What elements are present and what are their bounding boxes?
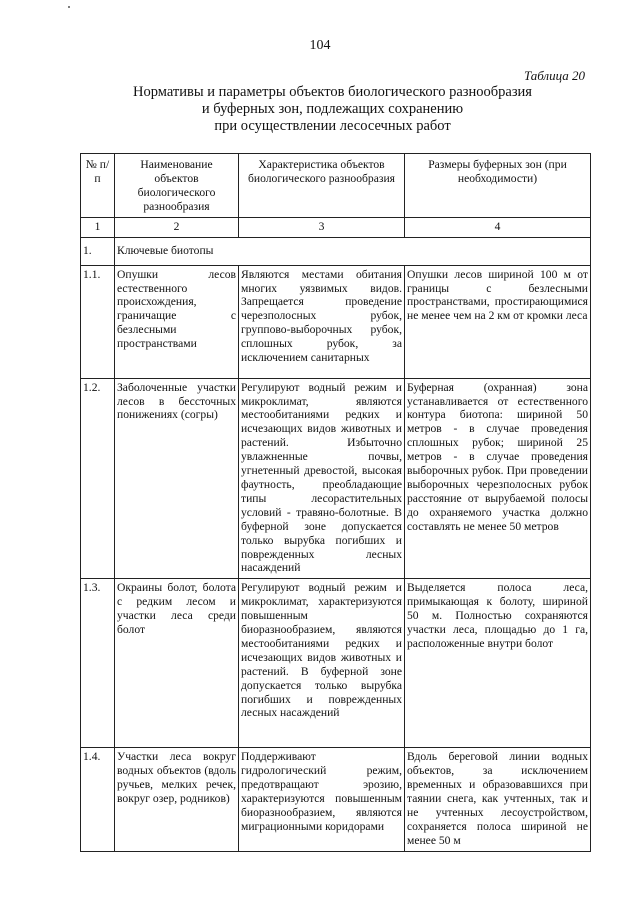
header-number: № п/п: [81, 154, 115, 218]
object-name: Окраины болот, болота с редким лесом и участки леса среди болот: [115, 579, 239, 748]
document-title: [80, 84, 585, 135]
table-row: [81, 579, 591, 748]
scan-speck: [68, 6, 70, 8]
title-line: при осуществлении лесосечных работ: [214, 118, 451, 134]
norms-table: [80, 153, 591, 852]
object-name: Опушки лесов естественного происхождения, граничащие с безлесными пространствами: [115, 265, 239, 378]
section-label: Ключевые биотопы: [115, 237, 591, 265]
row-number: 1.4.: [81, 748, 115, 851]
object-characteristic: Регулируют водный режим и микроклимат, являются местообитаниями редких и исчезающих видов животных и растений. Избыточно увлажненные почвы, угнетенный древостой, высокая фаутность, преобладающие типы лесорастительных условий - травяно-болотные. В буферной зоне допускается только вырубка погибших и поврежденных лесных насаждений: [239, 378, 405, 579]
title-line: и буферных зон, подлежащих сохранению: [201, 101, 464, 117]
object-characteristic: Регулируют водный режим и микроклимат, характеризуются повышенным биоразнообразием, являются местообитаниями редких и исчезающих видов животных и растений. В буферной зоне допускается только вырубка погибших и поврежденных лесных насаждений: [239, 579, 405, 748]
table-caption: Таблица 20: [523, 68, 585, 83]
buffer-zone: Вдоль береговой линии водных объектов, за исключением временных и образовавшихся при таянии снега, как учтенных, так и не учтенных лесоустройством, сохраняется полоса шириной не менее 50 м: [405, 748, 591, 851]
column-number: 3: [239, 217, 405, 237]
buffer-zone: Буферная (охранная) зона устанавливается от естественного контура биотопа: шириной 50 метров - в случае проведения сплошных рубок; шириной 25 метров - в случае проведения выборочных рубок. При проведении выборочных черезполосных рубок расстояние от вырубаемой полосы до охраняемого участка должно составлять не менее 50 метров: [405, 378, 591, 579]
object-name: Участки леса вокруг водных объектов (вдоль ручьев, мелких речек, вокруг озер, родников): [115, 748, 239, 851]
table-row: [81, 748, 591, 851]
table-row: [81, 378, 591, 579]
row-number: 1.1.: [81, 265, 115, 378]
buffer-zone: Выделяется полоса леса, примыкающая к болоту, шириной 50 м. Полностью сохраняются участки леса, площадью до 1 га, расположенные внутри болот: [405, 579, 591, 748]
column-number: 4: [405, 217, 591, 237]
section-row: [81, 237, 591, 265]
row-number: 1.2.: [81, 378, 115, 579]
table-row: [81, 265, 591, 378]
page-number: 104: [309, 38, 331, 53]
header-buffer: Размеры буферных зон (при необходимости): [405, 154, 591, 218]
buffer-zone: Опушки лесов шириной 100 м от границы с безлесными пространствами, простирающимися не менее чем на 2 км от кромки леса: [405, 265, 591, 378]
header-name: Наименование объектов биологического разнообразия: [115, 154, 239, 218]
column-numbers-row: [81, 217, 591, 237]
section-number: 1.: [81, 237, 115, 265]
column-number: 1: [81, 217, 115, 237]
column-number: 2: [115, 217, 239, 237]
object-name: Заболоченные участки лесов в бессточных понижениях (согры): [115, 378, 239, 579]
object-characteristic: Являются местами обитания многих уязвимых видов. Запрещается проведение черезполосных рубок, группово-выборочных рубок, сплошных рубок, за исключением санитарных: [239, 265, 405, 378]
table-header-row: [81, 154, 591, 218]
header-characteristic: Характеристика объектов биологического разнообразия: [239, 154, 405, 218]
object-characteristic: Поддерживают гидрологический режим, предотвращают эрозию, характеризуются повышенным биоразнообразием, являются миграционными коридорами: [239, 748, 405, 851]
title-line: Нормативы и параметры объектов биологического разнообразия: [133, 84, 532, 100]
row-number: 1.3.: [81, 579, 115, 748]
